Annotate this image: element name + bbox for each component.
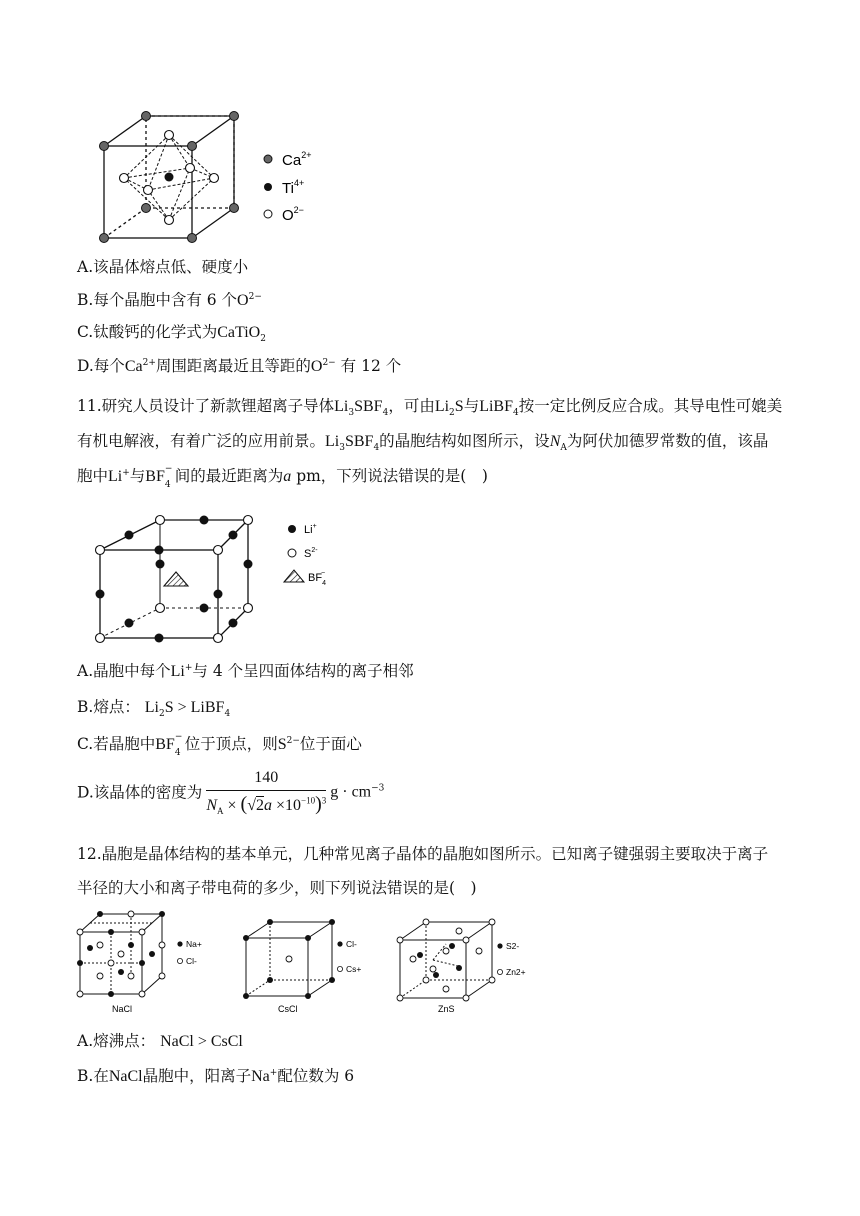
ca-legend-label: $Ca^{2+}$ (282, 150, 312, 169)
ca-legend-icon (264, 155, 272, 163)
q12-option-a: A.熔沸点： NaCl > CsCl (77, 1032, 243, 1050)
q10-option-a: A.该晶体熔点低、硬度小 (77, 258, 249, 276)
nacl-legend-cl: Cl- (186, 956, 197, 966)
nacl-legend-na: Na+ (186, 939, 202, 949)
cscl-caption: CsCl (278, 1004, 298, 1014)
ti-legend-label: $Ti^{4+}$ (282, 178, 305, 197)
nacl-caption: NaCl (112, 1004, 133, 1014)
perovskite-cell-figure (92, 110, 352, 250)
s-legend-icon (288, 549, 296, 557)
cscl-legend-cl: Cl- (346, 939, 357, 949)
li-legend-label: Li+ (304, 523, 317, 536)
q10-option-b: B.每个晶胞中含有 6 个$O^{2-}$ (77, 291, 262, 309)
q11-option-d: D.该晶体的密度为 $\frac{140}{N_A \times (√2a \times 10^{-10})^3}$ $g \cdot cm^{-3}$ (77, 769, 385, 817)
zns-cell (397, 919, 526, 1014)
cscl-cell (243, 919, 361, 1014)
zns-legend-s: S2- (506, 941, 520, 951)
q12-stem: 12.晶胞是晶体结构的基本单元，几种常见离子晶体的晶胞如图所示。已知离子键强弱主要取决于离子半径的大小和离子带电荷的多少，则下列说法错误的是( ) (77, 845, 769, 897)
s-legend-label: $S^{2-}$ (304, 547, 318, 560)
li-legend-icon (288, 525, 296, 533)
nacl-cell (77, 911, 202, 1014)
density-fraction: $\frac{140}{N_A \times (√2a \times 10^{-10})^3}$ (206, 769, 327, 817)
q12-option-b: B.在NaCl晶胞中，阳离子Na+配位数为 6 (77, 1067, 355, 1085)
o-legend-label: $O^{2-}$ (282, 205, 304, 224)
cscl-legend-cs: Cs+ (346, 964, 362, 974)
o-legend-icon (264, 210, 272, 218)
q11-option-a: A.晶胞中每个Li+与 4 个呈四面体结构的离子相邻 (77, 662, 414, 680)
q10-option-c: C.钛酸钙的化学式为CaTiO$_2$ (77, 323, 266, 345)
q11-option-b: B.熔点： $Li_2S$ > LiBF$_4$ (77, 698, 231, 720)
zns-legend-zn: Zn2+ (506, 967, 526, 977)
bf4-legend-label: $BF_4-$ (308, 570, 326, 587)
q11-stem: 11.研究人员设计了新款锂超离子导体$Li_3SBF_4$，可由$Li_2S$与LiBF$_4$按一定比例反应合成。其导电性可媲美有机电解液，有着广泛的应用前景。$Li_3SBF_4$的晶胞结构如图所示，设$N_A$为阿伏加德罗常数的值，该晶胞中Li+与BF − 4 间的最近距离为a pm，下列说法错误的是( ) (77, 397, 783, 490)
ti-legend-icon (264, 183, 272, 191)
bf4-center-marker (164, 572, 188, 586)
q11-option-c: C.若晶胞中BF − 4 位于顶点，则$S^{2-}$位于面心 (77, 732, 362, 758)
li3sbf4-cell-figure (88, 512, 358, 648)
zns-caption: ZnS (438, 1004, 455, 1014)
q10-option-d: D.每个$Ca^{2+}$周围距离最近且等距的$O^{2-}$ 有 12 个 (77, 357, 402, 375)
bf4-legend-icon (284, 570, 304, 582)
ionic-cells-figure (76, 908, 536, 1018)
ti-ion-marker (165, 173, 174, 182)
